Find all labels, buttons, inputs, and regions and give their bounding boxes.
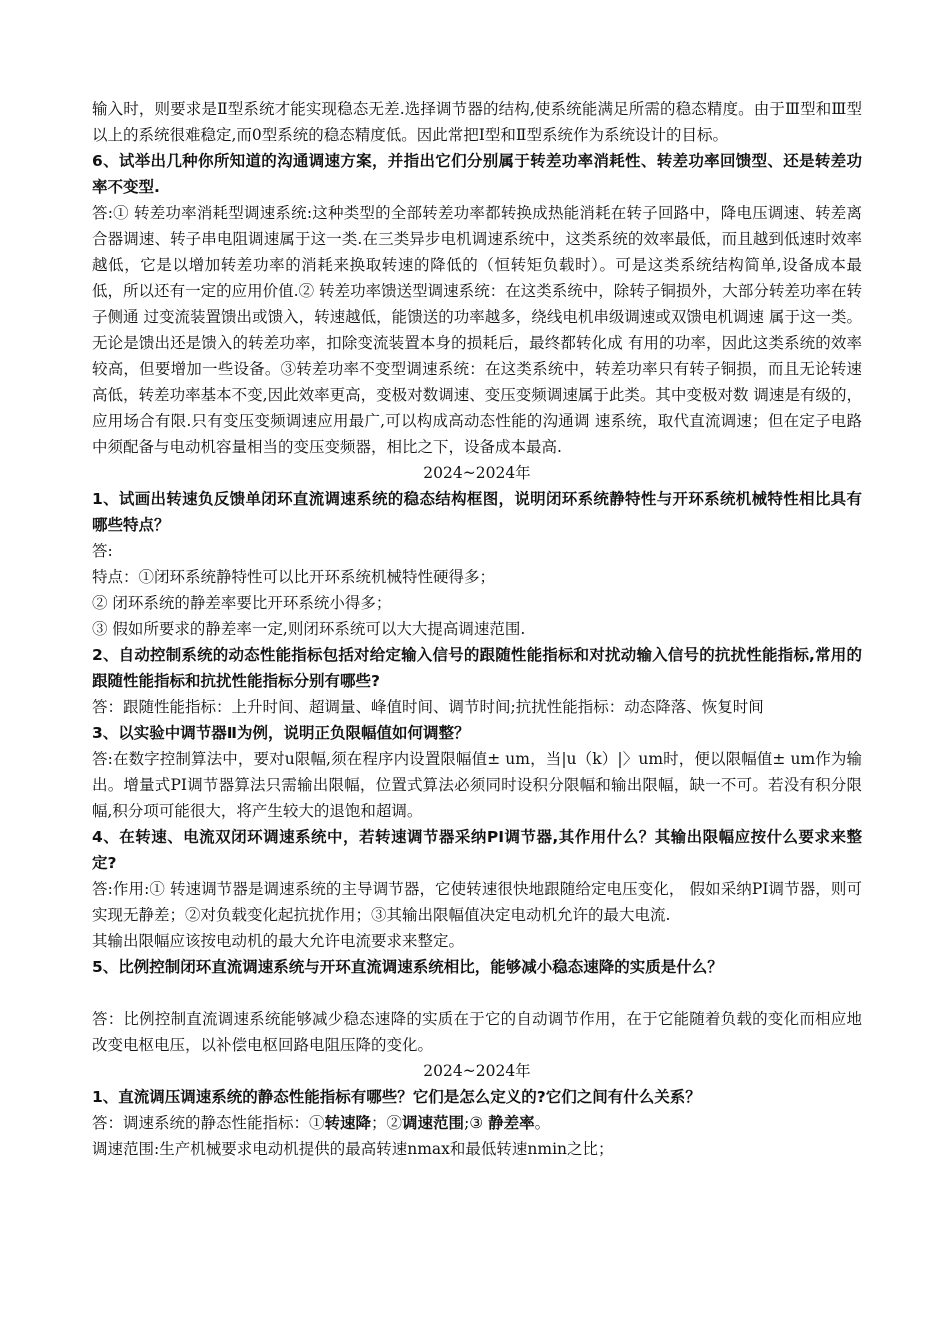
separator: ;③ <box>464 1114 489 1132</box>
term-speed-range: 调速范围 <box>402 1114 465 1132</box>
separator: ；② <box>371 1114 403 1132</box>
question-s2-2: 2、自动控制系统的动态性能指标包括对给定输入信号的跟随性能指标和对扰动输入信号的抗扰性能指标,常用的跟随性能指标和抗扰性能指标分别有哪些? <box>92 646 862 690</box>
answer-line: 特点：①闭环系统静特性可以比开环系统机械特性硬得多； <box>92 568 496 586</box>
term-speed-drop: 转速降 <box>324 1114 372 1132</box>
question-s2-4: 4、在转速、电流双闭环调速系统中，若转速调节器采纳PI调节器,其作用什么？其输出限幅应按什么要求来整定? <box>92 828 862 872</box>
question-6: 6、试举出几种你所知道的沟通调速方案，并指出它们分别属于转差功率消耗性、转差功率回馈型、还是转差功率不变型. <box>92 152 862 196</box>
year-heading-1: 2024~2024年 <box>423 464 531 482</box>
answer-s3-1 <box>92 1110 862 1136</box>
intro-paragraph: 输入时，则要求是Ⅱ型系统才能实现稳态无差.选择调节器的结构,使系统能满足所需的稳态精度。由于Ⅲ型和Ⅲ型以上的系统很难稳定,而0型系统的稳态精度低。因此常把Ⅰ型和Ⅱ型系统作为系统设计的目标。 <box>92 100 862 144</box>
period: 。 <box>534 1114 551 1132</box>
answer-6: 答:① 转差功率消耗型调速系统:这种类型的全部转差功率都转换成热能消耗在转子回路中，降电压调速、转差离合器调速、转子串电阻调速属于这一类.在三类异步电机调速系统中，这类系统的效率最低，而且越到低速时效率越低，它是以增加转差功率的消耗来换取转速的降低的（恒转矩负载时）。可是这类系统结构简单,设备成本最低，所以还有一定的应用价值.② 转差功率馈送型调速系统：在这类系统中，除转子铜损外，大部分转差功率在转子侧通 过变流装置馈出或馈入，转速越低，能馈送的功率越多，绕线电机串级调速或双馈电机调速 属于这一类。无论是馈出还是馈入的转差功率，扣除变流装置本身的损耗后，最终都转化成 有用的功率，因此这类系统的效率较高，但要增加一些设备。③转差功率不变型调速系统：在这类系统中，转差功率只有转子铜损，而且无论转速高低，转差功率基本不变,因此效率更高，变极对数调速、变压变频调速属于此类。其中变极对数 调速是有级的，应用场合有限.只有变压变频调速应用最广,可以构成高动态性能的沟通调 速系统，取代直流调速；但在定子电路中须配备与电动机容量相当的变压变频器，相比之下，设备成本最高. <box>92 204 862 456</box>
answer-s2-5: 答：比例控制直流调速系统能够减少稳态速降的实质在于它的自动调节作用，在于它能随着负载的变化而相应地改变电枢电压，以补偿电枢回路电阻压降的变化。 <box>92 1010 862 1054</box>
answer-s3-1-range: 调速范围:生产机械要求电动机提供的最高转速nmax和最低转速nmin之比； <box>92 1140 614 1158</box>
answer-s2-3: 答:在数字控制算法中，要对u限幅,须在程序内设置限幅值± um，当|u（k）|〉um时，便以限幅值± um作为输出。增量式PI调节器算法只需输出限幅，位置式算法必须同时设积分限幅和输出限幅，缺一不可。若没有积分限幅,积分项可能很大，将产生较大的退饱和超调。 <box>92 750 862 820</box>
answer-line: 答: <box>92 542 113 560</box>
blank-line <box>92 980 862 1006</box>
answer-s2-4: 答:作用:① 转速调节器是调速系统的主导调节器，它使转速很快地跟随给定电压变化， 假如采纳PI调节器，则可实现无静差；②对负载变化起抗扰作用；③其输出限幅值决定电动机允许的最大电流. <box>92 880 862 924</box>
question-s3-1: 1、直流调压调速系统的静态性能指标有哪些？它们是怎么定义的?它们之间有什么关系？ <box>92 1088 701 1106</box>
answer-line: ③ 假如所要求的静差率一定,则闭环系统可以大大提高调速范围. <box>92 620 526 638</box>
question-s2-1: 1、试画出转速负反馈单闭环直流调速系统的稳态结构框图，说明闭环系统静特性与开环系统机械特性相比具有哪些特点？ <box>92 490 862 534</box>
answer-line: ② 闭环系统的静差率要比开环系统小得多； <box>92 594 392 612</box>
answer-s2-2: 答：跟随性能指标：上升时间、超调量、峰值时间、调节时间;抗扰性能指标：动态降落、恢复时间 <box>92 698 764 716</box>
term-static-error-rate: 静差率 <box>488 1114 535 1132</box>
answer-prefix: 答：调速系统的静态性能指标：① <box>92 1114 325 1132</box>
document-page <box>92 96 862 1162</box>
answer-s2-4-limit: 其输出限幅应该按电动机的最大允许电流要求来整定。 <box>92 932 465 950</box>
question-s2-5: 5、比例控制闭环直流调速系统与开环直流调速系统相比，能够减小稳态速降的实质是什么？ <box>92 958 723 976</box>
question-s2-3: 3、以实验中调节器Ⅱ为例，说明正负限幅值如何调整？ <box>92 724 470 742</box>
year-heading-2: 2024~2024年 <box>423 1062 531 1080</box>
